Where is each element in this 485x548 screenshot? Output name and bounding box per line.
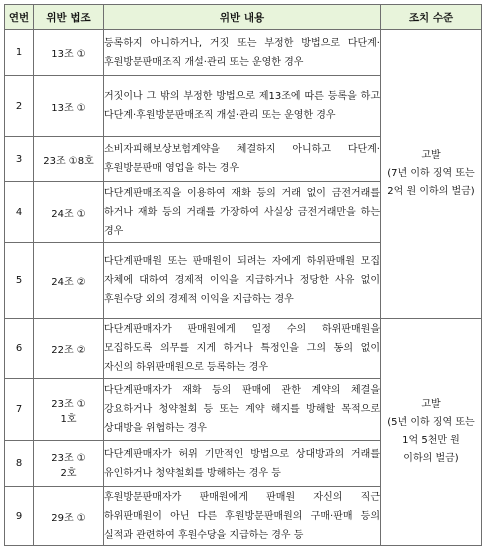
action-penalty-line: (7년 이하 징역 또는 <box>387 168 475 179</box>
violation-content: 후원방문판매자가 판매원에게 판매원 자신의 직근 하위판매원이 아닌 다른 후원방문판매원의 구매·판매 등의 실적과 관련하여 후원수당을 지급하는 경우 등 <box>104 487 381 546</box>
law-article-line: 13조 ① <box>51 102 86 114</box>
row-number: 3 <box>5 137 34 182</box>
action-penalty-line: 1억 5천만 원 <box>402 435 460 446</box>
law-article <box>34 76 104 137</box>
header-row <box>5 5 482 30</box>
action-penalty-line: 2억 원 이하의 벌금) <box>387 186 475 197</box>
law-article <box>34 441 104 487</box>
law-article <box>34 487 104 546</box>
law-article-line: 1호 <box>60 413 77 425</box>
law-article-line: 29조 ① <box>51 512 86 524</box>
law-article <box>34 319 104 379</box>
violation-content: 다단계판매자가 허위 기만적인 방법으로 상대방과의 거래를 유인하거나 청약철회를 방해하는 경우 등 <box>104 441 381 487</box>
law-article <box>34 30 104 76</box>
action-label: 고발 <box>421 399 441 410</box>
header-content: 위반 내용 <box>104 5 381 30</box>
law-article <box>34 182 104 243</box>
violation-table <box>4 4 482 546</box>
violation-content: 등록하지 아니하거나, 거짓 또는 부정한 방법으로 다단계·후원방문판매조직 개설·관리 또는 운영한 경우 <box>104 30 381 76</box>
action-level-group-1 <box>381 30 482 319</box>
row-number: 1 <box>5 30 34 76</box>
law-article-line: 24조 ① <box>51 208 86 220</box>
law-article-line: 23조 ① <box>51 398 86 410</box>
law-article-line: 24조 ② <box>51 277 86 288</box>
law-article <box>34 379 104 441</box>
table-row <box>5 30 482 76</box>
header-action: 조치 수준 <box>381 5 482 30</box>
violation-content: 다단계판매원 또는 판매원이 되려는 자에게 하위판매원 모집 자체에 대하여 경제적 이익을 지급하거나 정당한 사유 없이 후원수당 외의 경제적 이익을 지급하는 경우 <box>104 243 381 319</box>
action-label: 고발 <box>421 150 441 161</box>
law-article <box>34 137 104 182</box>
law-article-line: 13조 ① <box>51 49 86 60</box>
law-article-line: 23조 ① <box>51 452 86 464</box>
law-article <box>34 243 104 319</box>
violation-content: 거짓이나 그 밖의 부정한 방법으로 제13조에 따른 등록을 하고 다단계·후원방문판매조직 개설·관리 또는 운영한 경우 <box>104 76 381 137</box>
violation-content: 다단계판매자가 판매원에게 일정 수의 하위판매원을 모집하도록 의무를 지게 하거나 특정인을 그의 동의 없이 자신의 하위판매원으로 등록하는 경우 <box>104 319 381 379</box>
header-no: 연번 <box>5 5 34 30</box>
action-penalty-line: 이하의 벌금) <box>403 453 459 464</box>
action-level-group-2 <box>381 319 482 546</box>
violation-content: 소비자피해보상보험계약을 체결하지 아니하고 다단계·후원방문판매 영업을 하는 경우 <box>104 137 381 182</box>
row-number: 7 <box>5 379 34 441</box>
header-law: 위반 법조 <box>34 5 104 30</box>
law-article-line: 2호 <box>60 467 77 479</box>
row-number: 5 <box>5 243 34 319</box>
row-number: 2 <box>5 76 34 137</box>
violation-content: 다단계판매조직을 이용하여 재화 등의 거래 없이 금전거래를 하거나 재화 등의 거래를 가장하여 사실상 금전거래만을 하는 경우 <box>104 182 381 243</box>
row-number: 9 <box>5 487 34 546</box>
action-penalty-line: (5년 이하 징역 또는 <box>387 417 475 428</box>
row-number: 8 <box>5 441 34 487</box>
table-row <box>5 319 482 379</box>
row-number: 6 <box>5 319 34 379</box>
law-article-line: 23조 ①8호 <box>43 155 94 167</box>
law-article-line: 22조 ② <box>51 345 86 356</box>
row-number: 4 <box>5 182 34 243</box>
violation-content: 다단계판매자가 재화 등의 판매에 관한 계약의 체결을 강요하거나 청약철회 등 또는 계약 해지를 방해할 목적으로 상대방을 위협하는 경우 <box>104 379 381 441</box>
